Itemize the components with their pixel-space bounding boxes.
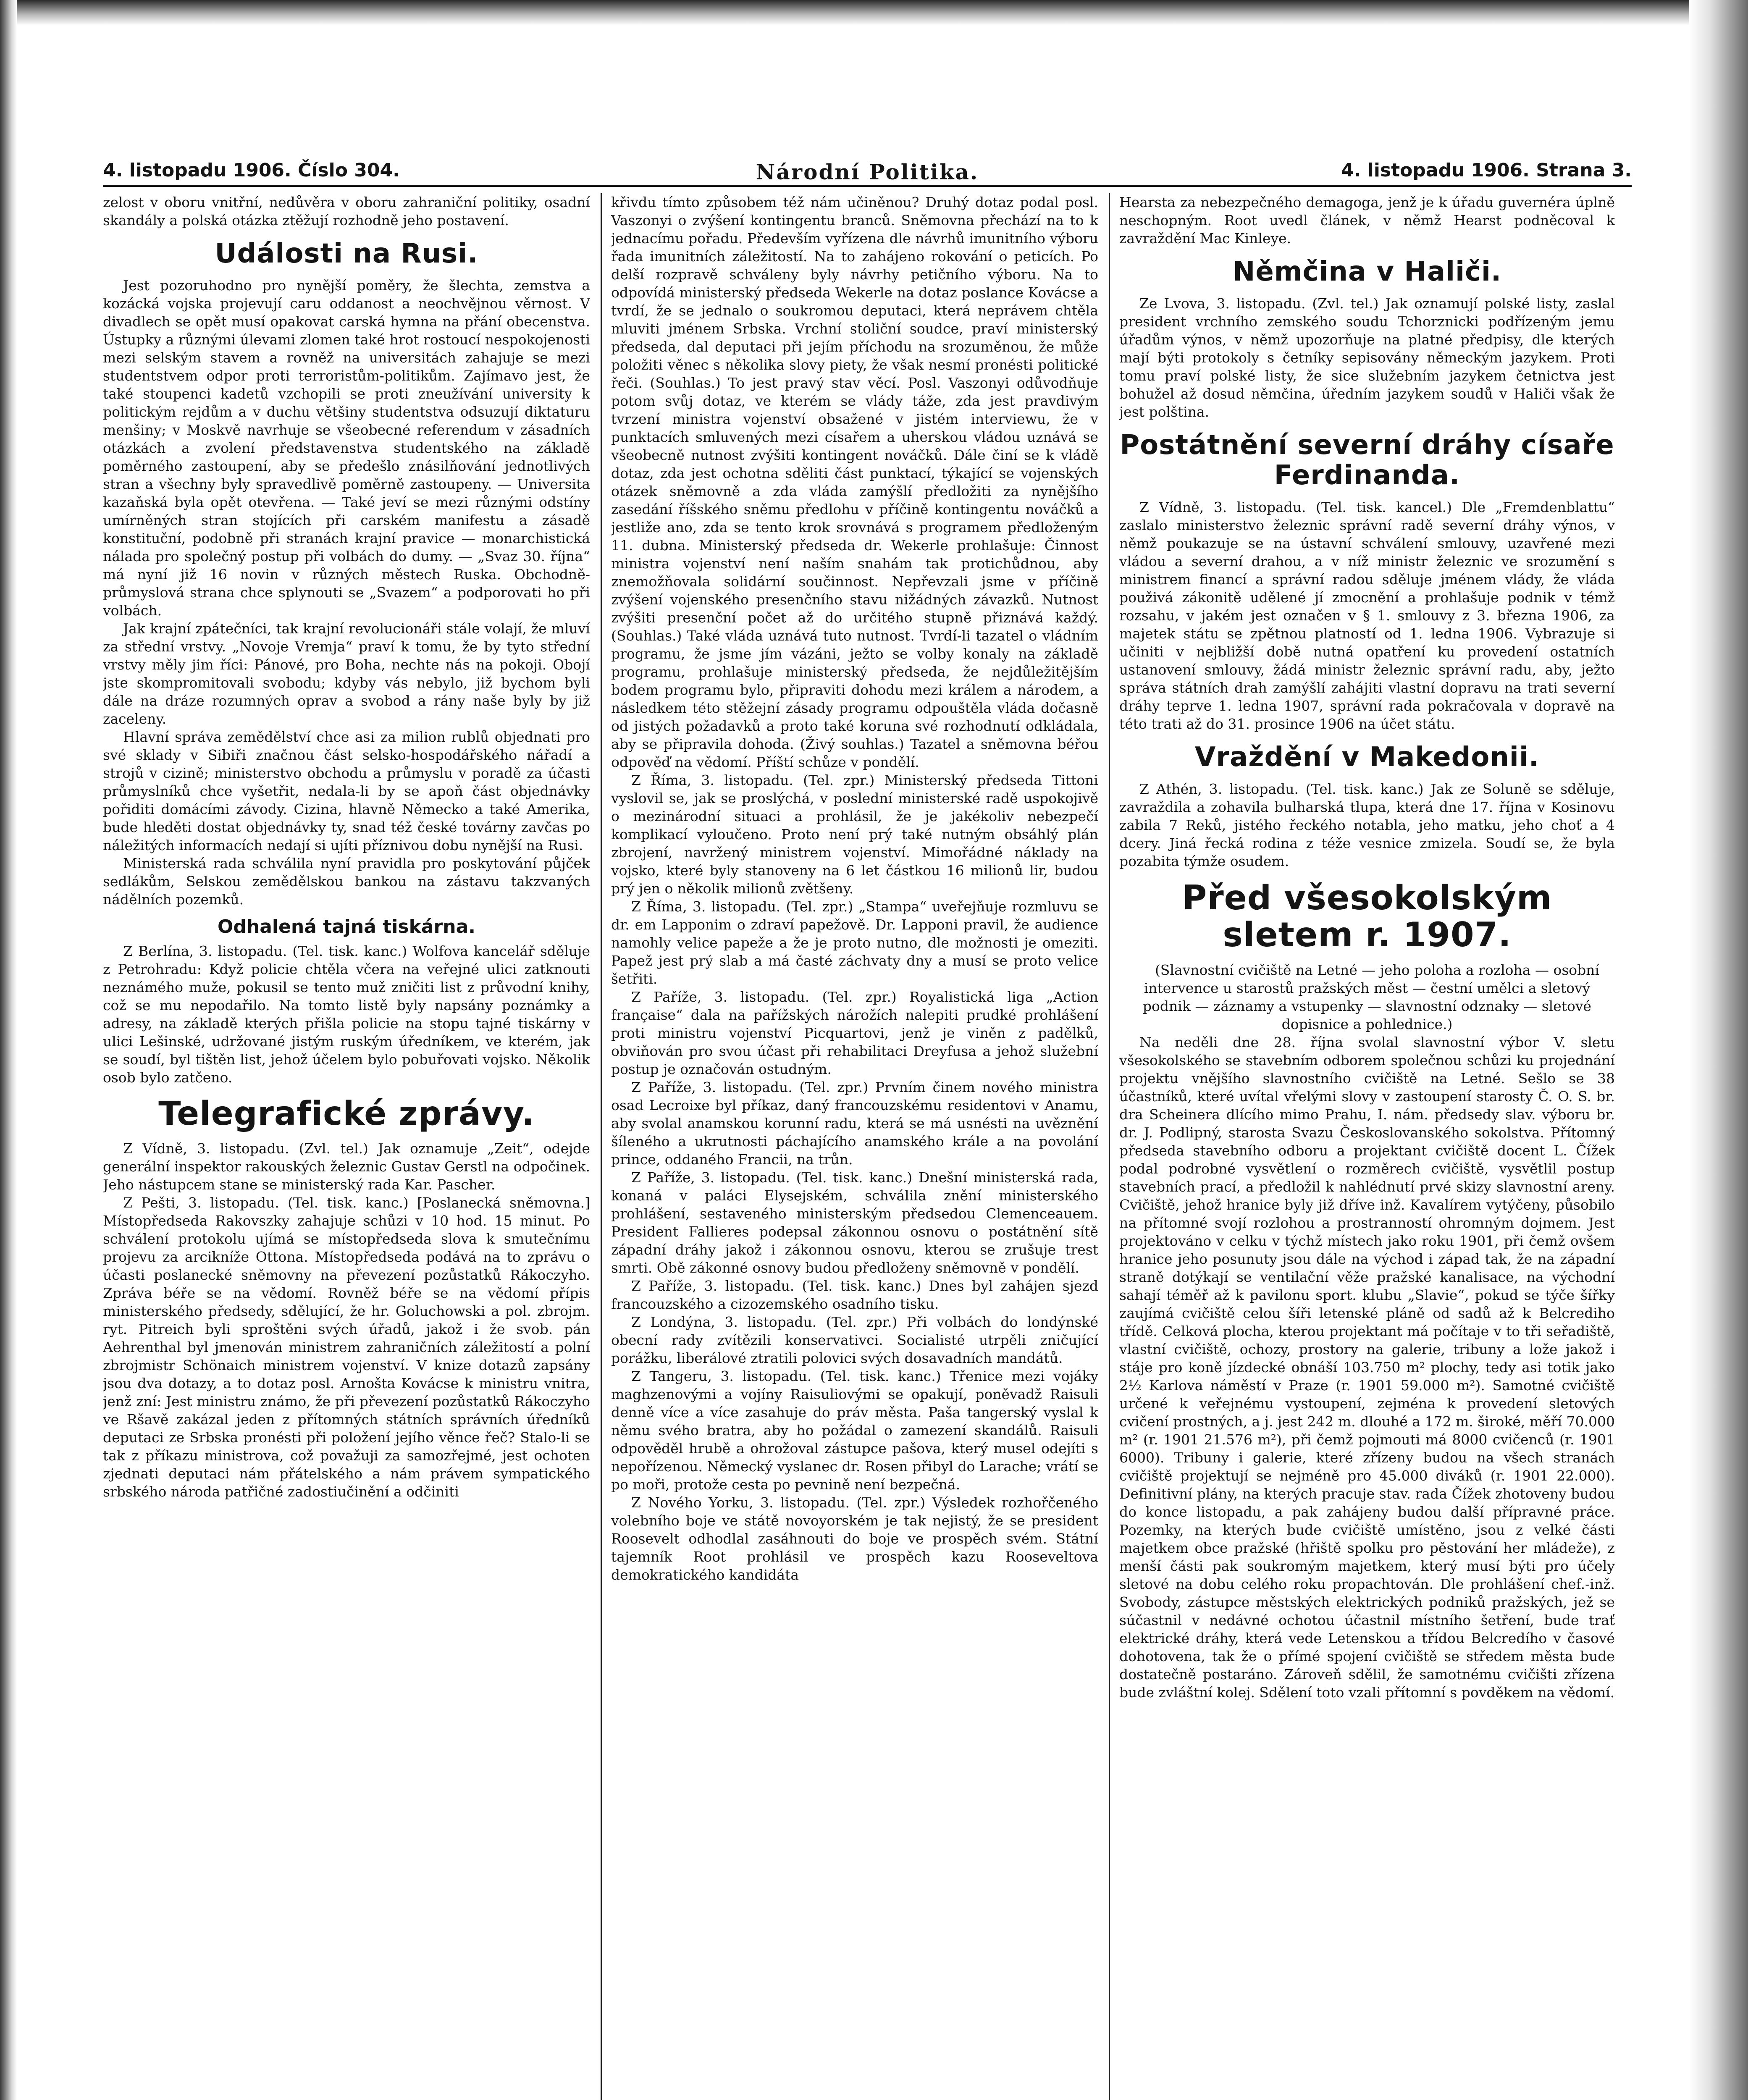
paragraph: Z Paříže, 3. listopadu. (Tel. zpr.) Royalistická liga „Action française“ dala na pařížských nárožích nalepiti prudké prohlášení proti ministru vojenství Picquartovi, jenž je viněn z padělků, obviňován pro svou účast při rehabilitaci Dreyfusa a jehož služební postup je označován ostudným. [611,989,1098,1077]
column-2 [611,193,1098,2100]
paragraph: Z Paříže, 3. listopadu. (Tel. tisk. kanc.) Dnešní ministerská rada, konaná v paláci Elysejském, schválila znění ministerského prohlášení, sestaveného ministerským předsedou Clemenceauem. President Fallieres podepsal zákonnou osnovu o postátnění sítě západní dráhy jakož i zákonnou osnovu, kterou se zrušuje trest smrti. Obě zákonné osnovy budou předloženy sněmovně v pondělí. [611,1169,1098,1276]
section-title-galicia: Němčina v Haliči. [1232,256,1502,287]
paragraph: Na neděli dne 28. října svolal slavnostní výbor V. sletu všesokolského se stavebním odborem společnou schůzi ku projednání projektu vnějšího slavnostního cvičiště na Letné. Sešlo se 38 účastníků, které uvítal vřelými slovy v zastoupení starosty Č. O. S. br. dra Scheinera dlícího mimo Prahu, I. nám. předsedy slav. výboru br. dr. J. Podlipný, starosta Svazu Českoslovanského sokolstva. Přítomný předseda stavebního odboru a projektant cvičiště docent L. Čížek podal podrobné vysvětlení o rozměrech cvičiště, vysvětlil postup stavebních prací, a předložil k nahlédnutí prvé skizy slavnostní areny. Cvičiště, jehož hranice byly již dříve inž. Kavalírem vytýčeny, působilo na přítomné svojí rozlohou a prostranností ohromným dojmem. Jest projektováno v celku v týchž místech jako roku 1901, při čemž ovšem hranice jeho posunuty jsou dále na východ i západ tak, že na západní straně dotýkají se ventilační věže pražské kanalisace, na východní sahají téměř až k pavilonu sport. klubu „Slavie“, pokud se týče šířky zaujímá cvičiště celou šíři letenské pláně od sadů až k Belcrediho třídě. Celková plocha, kterou projektant má počítaje v to tři seřadiště, vlastní cvičiště, ochozy, prostory na galerie, tribuny a lože jakož i stáje pro koně jízdecké obnáší 103.750 m² plochy, tedy asi totik jako 2½ Karlova náměstí v Praze (r. 1901 59.000 m²). Samotné cvičiště určené k veřejnému vystoupení, zejména k provedení sletových cvičení prostných, a j. jest 242 m. dlouhé a 172 m. široké, měří 70.000 m² (r. 1901 21.576 m²), při čemž pojmouti má 8000 cvičenců (r. 1901 6000). Tribuny i galerie, které zřízeny budou na všech stranách cvičiště projektují se nejméně pro 45.000 diváků (r. 1901 22.000). Definitivní plány, na kterých pracuje stav. rada Čížek zhotoveny budou do konce listopadu, a pak zahájeny budou další přípravné práce. Pozemky, na kterých bude cvičiště umístěno, jsou z velké části majetkem obce pražské (hřiště spolku pro pěstování her mládeže), z menší části pak soukromým majetkem, který musí býti pro účely sletové na dobu celého roku propachtován. Dle prohlášení chef.-inž. Svobody, zástupce městských elektrických podniků pražských, jež se súčastnil v nedávné ochotou účastnil místního šetření, bude trať elektrické dráhy, která vede Letenskou a třídou Belcredího v časové dohotovena, tak že o přímé spojení cvičiště se středem města bude dostatečně postaráno. Zároveň sdělil, že samotnému cvičišti zřízena bude zvláštní kolej. Sdělení toto vzali přítomní s povděkem na vědomí. [1119,1034,1615,1701]
section-title-sokol: Před všesokolským sletem r. 1907. [1182,878,1552,954]
section-title-telegraphic: Telegrafické zprávy. [158,1095,535,1133]
article-columns [103,193,1632,2100]
page-header [103,160,1632,187]
paragraph: Z Říma, 3. listopadu. (Tel. zpr.) „Stampa“ uveřejňuje rozmluvu se dr. em Lapponim o zdraví papežově. Dr. Lapponi pravil, že audience namohly velice papeže a že je proto nutno, dle možnosti je omeziti. Papež jest prý slab a má časté záchvaty dny a musí se proto velice šetřiti. [611,898,1098,987]
column-3 [1119,193,1615,2100]
paragraph: Z Nového Yorku, 3. listopadu. (Tel. zpr.) Výsledek rozhořčeného volebního boje ve státě novoyorském je tak nejistý, že se president Roosevelt odhodlal zasáhnouti do boje ve prospěch svém. Státní tajemník Root prohlásil ve prospěch kazu Rooseveltova demokratického kandidáta [611,1494,1098,1583]
paragraph: Hlavní správa zemědělství chce asi za milion rublů objednati pro své sklady v Sibiři značnou část selsko-hospodářského nářadí a strojů v cizině; ministerstvo obchodu a průmyslu v poradě za účasti průmyslníků chce vyšetřit, nedala-li by se apoň část objednávky pořiditi domácími závody. Cizina, hlavně Německo a také Amerika, bude hleděti dostat objednávky ty, snad též české továrny zavčas po náležitých informacích nedají si ujíti příznivou dobu nynější na Rusi. [103,729,590,853]
paragraph: Ze Lvova, 3. listopadu. (Zvl. tel.) Jak oznamují polské listy, zaslal president vrchního zemského soudu Tchorznicki podřízeným jemu úřadům výnos, v němž upozorňuje na platné předpisy, dle kterých mají býti protokoly s četníky sepisovány německým jazykem. Proti tomu praví polské listy, že sice služebním jazykem četnictva jest bohužel až dosud němčina, úředním jazykem soudů v Haliči však že jest polština. [1119,295,1615,420]
paragraph: Ministerská rada schválila nyní pravidla pro poskytování půjček sedlákům, Selskou zemědělskou bankou na zástavu takzvaných nádělních pozemků. [103,855,590,908]
header-date-page: 4. listopadu 1906. Strana 3. [1341,160,1632,181]
section-subtitle: (Slavnostní cvičiště na Letné — jeho poloha a rozloha — osobní intervence u starostů pražských měst — čestní umělci a sletový podnik — záznamy a vstupenky — slavnostní odznaky — sletové dopisnice a pohlednice.) [1142,962,1600,1032]
header-date-issue: 4. listopadu 1906. Číslo 304. [103,160,400,181]
paragraph: Z Vídně, 3. listopadu. (Tel. tisk. kancel.) Dle „Fremdenblattu“ zaslalo ministerstvo železnic správní radě severní dráhy výnos, v němž poukazuje se na ústavní schválení smlouvy, uzavřené mezi vládou a severní drahou, a v níž ministr železnic ve srozumění s ministrem financí a správní radou sděluje jménem vlády, že vláda použivá zákonitě udělené jí zmocnění a prohlašuje podnik v témž rozsahu, v jakém jest označen v § 1. smlouvy z 3. března 1906, za majetek státu se zpětnou platností od 1. ledna 1906. Vybrazuje si učiniti v nejbližší době nutná opatření ku provedení ostatních ustanovení smlouvy, žádá ministr železnic správní radu, aby, ježto správa státních drah zamýšlí zahájiti vlastní dopravu na trati severní dráhy teprve 1. ledna 1907, správní rada pokračovala v dopravě na této trati až do 31. prosince 1906 na účet státu. [1119,499,1615,732]
paragraph: Z Athén, 3. listopadu. (Tel. tisk. kanc.) Jak ze Soluně se sděluje, zavraždila a zohavila bulharská tlupa, která dne 17. října v Kosinovu zabila 7 Reků, jistého řeckého notabla, jeho matku, jeho choť a 4 dcery. Jiná řecká rodina z téže vesnice zmizela. Soudí se, že byla pozabita týmže osudem. [1119,781,1615,869]
article-continuation: zelost v oboru vnitřní, nedůvěra v oboru zahraniční politiky, osadní skandály a polská otázka ztěžují rozhodně jeho postavení. [103,194,590,228]
paragraph: Z Pešti, 3. listopadu. (Tel. tisk. kanc.) [Poslanecká sněmovna.] Místopředseda Rakovszky zahajuje schůzi v 10 hod. 15 minut. Po schválení protokolu ujímá se místopředseda slova k smutečnímu projevu za arcikníže Ottona. Místopředseda podává na to zprávu o účasti poslanecké sněmovny na převezení pozůstatků Rákoczyho. Zpráva béře se na vědomí. Rovněž béře se na vědomí přípis ministerského předsedy, sdělující, že hr. Goluchowski a pol. zbrojm. ryt. Pitreich byli sproštěni svých úřadů, jakož i že svob. pán Aehrenthal byl jmenován ministrem zahraničních záležitostí a polní zbrojmistr Schönaich ministrem vojenství. V knize dotazů zapsány jsou dva dotazy, a to dotaz posl. Arnošta Kovácse k ministru vnitra, jenž zní: Jest ministru známo, že při převezení pozůstatků Rákoczyho ve Ršavě zakázal jeden z přítomných státních správních úředníků deputaci ze Srbska pronésti při položení jejího věnce řeč? Stalo-li se tak z příkazu ministrova, což považuji za samozřejmé, jest ochoten zjednati deputaci nám přátelského a nám právem sympatického srbského národa patřičné zadostiučinění a odčiniti [103,1194,590,1500]
section-title-russia: Události na Rusi. [215,238,478,269]
masthead-title: Národní Politika. [756,160,979,184]
paragraph: Hearsta za nebezpečného demagoga, jenž je k úřadu guvernéra úplně neschopným. Root uvedl článek, v němž Hearst podněcoval k zavraždění Mac Kinleye. [1119,194,1615,247]
paragraph: Z Paříže, 3. listopadu. (Tel. zpr.) Prvním činem nového ministra osad Lecroixe byl příkaz, daný francouzskému residentovi v Anamu, aby svolal anamskou korunní radu, která se má usnésti na uvěznění šíleného a ukrutnosti páchajícího anamského krále a na povolání prince, oddaného Francii, na trůn. [611,1079,1098,1168]
paragraph: Z Berlína, 3. listopadu. (Tel. tisk. kanc.) Wolfova kancelář sděluje z Petrohradu: Když policie chtěla včera na veřejné ulici zatknouti neznámého muže, pokusil se tento muž zničiti list z průvodní knihy, což se mu nepodařilo. Na tomto listě byly napsány poznámky a adresy, na základě kterých přišla policie na stopu tajné tiskárny v ulici Lešinské, udržované jistým ruským úředníkem, ve kterém, jak se soudí, byl tištěn list, jehož účelem bylo pobuřovati vojsko. Několik osob bylo zatčeno. [103,943,590,1086]
paragraph: Z Tangeru, 3. listopadu. (Tel. tisk. kanc.) Třenice mezi vojáky maghzenovými a vojíny Raisuliovými se opakují, poněvadž Raisuli denně více a více zasahuje do práv města. Paša tangerský vyslal k němu svého bratra, aby ho požádal o zamezení skandálů. Raisuli odpověděl hrubě a ohrožoval zástupce pašova, který musel odejíti s nepořízenou. Německý vyslanec dr. Rosen přibyl do Larache; vrátí se po moři, protože cesta po pevnině není bezpečná. [611,1368,1098,1493]
paragraph: Jest pozoruhodno pro nynější poměry, že šlechta, zemstva a kozácká vojska projevují caru oddanost a neochvějnou věrnost. V divadlech se opět musí opakovat carská hymna na přání obecenstva. Ústupky a různými úlevami zlomen také hrot rostoucí nespokojenosti mezi selským stavem a rovněž na universitách zahajuje se mezi studentstvem odpor proti terroristům-politikům. Zajímavo jest, že také stoupenci kadetů vzchopili se proti zneužívání university k politickým rejdům a v duchu většiny studentstva odsuzují diktaturu menšiny; v Moskvě navrhuje se všeobecné referendum v zásadních otázkách a zvolení představenstva studentského na základě poměrného zastoupení, aby se předešlo znásilňování jednotlivých stran a všechny byly spravedlivě poměrně zastoupeny. — Universita kazaňská byla opět otevřena. — Také jeví se mezi různými odstíny umírněných stran stojících při carském manifestu a zásadě konstituční, podobně při stranách krajní pravice — monarchistická nálada pro společný postup při volbách do dumy. — „Svaz 30. října“ má nyní již 16 novin v různých městech Ruska. Obchodně-průmyslová strana chce splynouti se „Svazem“ a podporovati ho při volbách. [103,277,590,619]
paragraph: Z Paříže, 3. listopadu. (Tel. tisk. kanc.) Dnes byl zahájen sjezd francouzského a cizozemského osadního tisku. [611,1278,1098,1312]
paragraph: křivdu tímto způsobem též nám učiněnou? Druhý dotaz podal posl. Vaszonyi o zvýšení kontingentu branců. Sněmovna přechází na to k jednacímu pořadu. Především vyřízena dle návrhů imunitního výboru řada imunitních záležitostí. Na to zahájeno rokování o peticích. Po delší rozpravě schváleny byly návrhy petičního výboru. Na to odpovídá ministerský předseda Wekerle na dotaz poslance Kovácse a tvrdí, že se jednalo o soukromou deputaci, která neprávem chtěla mluviti jménem Srbska. Vrchní stoliční soudce, praví ministerský předseda, dal deputaci při jejím příchodu na srozuměnou, že může položiti věnec s několika slovy piety, že však nesmí pronésti politické řeči. (Souhlas.) To jest pravý stav věcí. Posl. Vaszonyi odůvodňuje potom svůj dotaz, ve kterém se vlády táže, zda jest pravdivým tvrzení ministra vojenství obsažené v jistém interviewu, že v punktacích smluvených mezi císařem a uherskou vládou uznává se všeobecně nutnost zvýšiti kontingent nováčků. Dále činí se k vládě dotaz, zda jest ochotna sděliti část punktací, týkající se vojenských otázek sněmovně a zda vláda zamýšlí předložiti za nynějšího zasedání říšského sněmu předlohu v příčině kontingentu nováčků a jestliže ano, zda se tento krok srovnává s programem předloženým 11. dubna. Ministerský předseda dr. Wekerle prohlašuje: Činnost ministra vojenství není naším snahám tak protichůdnou, aby znemožňovala solidární součinnost. Nepřevzali jsme v příčině zvýšení vojenského presenčního stavu nižádných závazků. Nutnost zvýšiti presenční počet až do určitého stupně přiznává každý. (Souhlas.) Také vláda uznává tuto nutnost. Tvrdí-li tazatel o vládním programu, že jsme jím vázáni, ježto se volby konaly na základě programu, prohlašuje ministerský předseda, že nejdůležitějším bodem programu bylo, připraviti dohodu mezi králem a národem, a následkem této stěžejní zásady programu odpouštěla vláda dočasně od jistých požadavků a proto také koruna své rozhodnutí odkládala, aby se připravila dohoda. (Živý souhlas.) Tazatel a sněmovna béřou odpověď na vědomí. Příští schůze v pondělí. [611,194,1098,770]
paragraph: Z Říma, 3. listopadu. (Tel. zpr.) Ministerský předseda Tittoni vyslovil se, jak se proslýchá, v poslední ministerské radě uspokojivě o mezinárodní situaci a prohlásil, že je jakékoliv nebezpečí komplikací vyloučeno. Proto není prý také nutným obsáhlý plán zbrojení, navržený ministrem vojenství. Mimořádné náklady na vojsko, které byly stanoveny na 6 let částkou 16 milionů lir, budou prý jen o několik milionů zvětšeny. [611,772,1098,897]
section-title-press: Odhalená tajná tiskárna. [217,916,475,937]
paragraph: Z Vídně, 3. listopadu. (Zvl. tel.) Jak oznamuje „Zeit“, odejde generální inspektor rakouských železnic Gustav Gerstl na odpočinek. Jeho nástupcem stane se ministerský rada Kar. Pascher. [103,1140,590,1193]
paragraph: Z Londýna, 3. listopadu. (Tel. zpr.) Při volbách do londýnské obecní rady zvítězili konservativci. Socialisté utrpěli zničující porážku, liberálové ztratili polovici svých dosavadních mandátů. [611,1314,1098,1366]
paragraph: Jak krajní zpátečníci, tak krajní revolucionáři stále volají, že mluví za střední vrstvy. „Novoje Vremja“ praví k tomu, že by tyto střední vrstvy měly jim říci: Pánové, pro Boha, nechte nás na pokoji. Obojí jste skompromitovali svobodu; kdyby vás nebylo, již bychom byli dále na dráze rozumných oprav a svobod a rány naše byly by již zaceleny. [103,620,590,727]
section-title-macedonia: Vraždění v Makedonii. [1194,742,1540,773]
section-title-railway: Postátnění severní dráhy císaře Ferdinanda. [1120,430,1614,491]
newspaper-page [103,160,1632,2100]
column-1 [103,193,590,2100]
